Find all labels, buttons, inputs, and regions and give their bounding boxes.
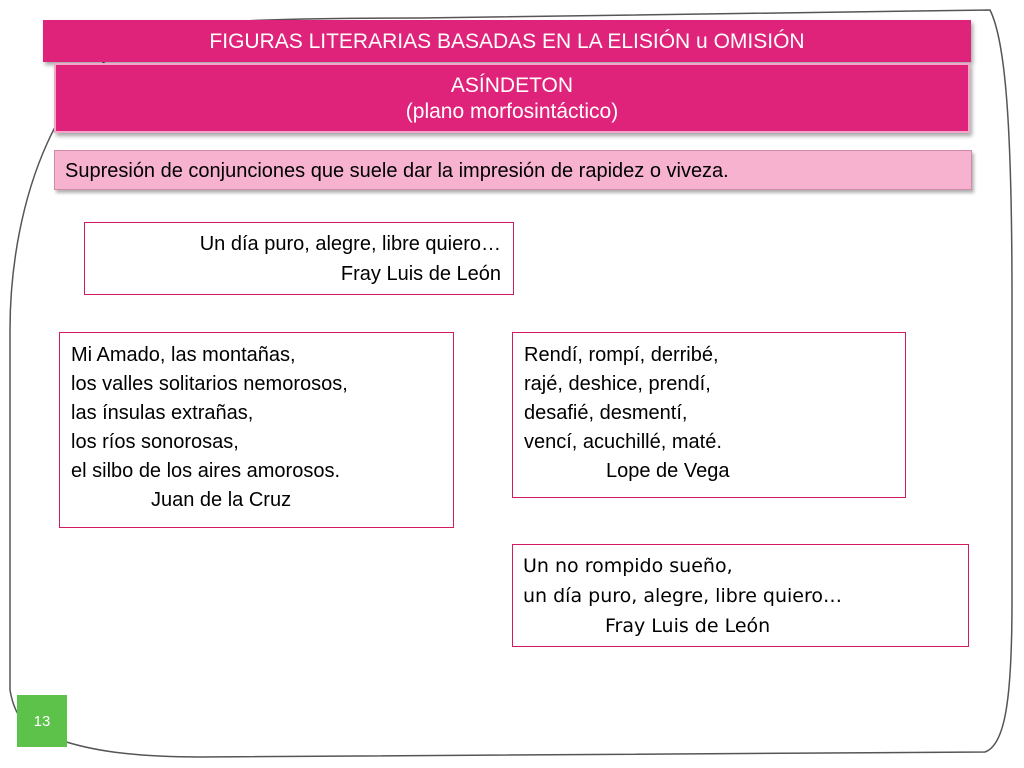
verse-line: Mi Amado, las montañas, (71, 344, 296, 366)
verse-line: los ríos sonorosas, (71, 431, 239, 453)
example-fray-luis-short (84, 222, 514, 295)
verse-line: rajé, deshice, prendí, (524, 373, 711, 395)
verse-line: un día puro, alegre, libre quiero… (523, 585, 843, 607)
verse-line: desafié, desmentí, (524, 402, 688, 424)
author-name: Fray Luis de León (340, 263, 501, 285)
author-name: Fray Luis de León (605, 615, 771, 637)
example-lope-de-vega (512, 332, 906, 498)
author-name: Lope de Vega (606, 460, 730, 482)
verse-line: el silbo de los aires amorosos. (71, 460, 341, 482)
figure-heading (54, 63, 970, 133)
author-name: Juan de la Cruz (151, 489, 292, 511)
definition-bar: Supresión de conjunciones que suele dar la impresión de rapidez o viveza. (54, 150, 972, 190)
verse-line: Un no rompido sueño, (523, 555, 733, 577)
slide-title: FIGURAS LITERARIAS BASADAS EN LA ELISIÓN u OMISIÓN (43, 20, 971, 62)
verse-line: Rendí, rompí, derribé, (524, 344, 719, 366)
example-fray-luis-long (512, 544, 969, 647)
figure-plane: (plano morfosintáctico) (405, 100, 619, 123)
verse-line: los valles solitarios nemorosos, (71, 373, 348, 395)
page-number-badge: 13 (17, 695, 67, 747)
example-juan-de-la-cruz (59, 332, 454, 528)
verse-line: vencí, acuchillé, maté. (524, 431, 722, 453)
figure-name: ASÍNDETON (450, 74, 574, 97)
verse-line: Un día puro, alegre, libre quiero… (199, 233, 501, 255)
verse-line: las ínsulas extrañas, (71, 402, 254, 424)
